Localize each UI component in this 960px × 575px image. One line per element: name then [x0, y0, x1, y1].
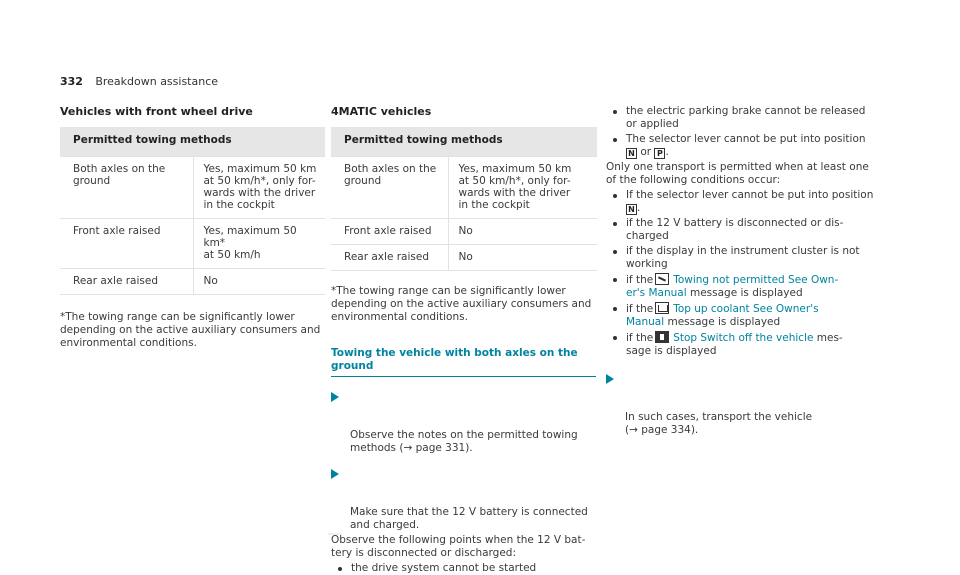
table-cell-condition: Front axle raised — [60, 219, 193, 269]
only-one-paragraph: Only one transport is permitted when at least one of the following conditions occur: — [606, 161, 869, 186]
list-item: if the Stop Switch off the vehicle mes- sage is displayed — [606, 331, 874, 358]
stop-vehicle-icon — [655, 331, 669, 343]
list-item: if the Towing not permitted See Own- er's Manual message is displayed — [606, 273, 874, 300]
towing-methods-table-4matic — [331, 127, 597, 271]
list-item: if the display in the instrument cluster is not working — [606, 245, 874, 271]
instruction-step — [331, 390, 597, 455]
subheading-towing-both-axles: Towing the vehicle with both axles on the ground — [331, 347, 596, 377]
table-cell-value: Yes, maximum 50 km at 50 km/h*, only for- wards with the driver in the cockpit — [193, 157, 325, 219]
gear-n-icon: N — [626, 204, 637, 215]
table-cell-condition: Both axles on the ground — [60, 157, 193, 219]
list-item: the electric parking brake cannot be released or applied — [606, 105, 874, 131]
section-heading-front-wheel-drive: Vehicles with front wheel drive — [60, 105, 253, 118]
table-cell-value: Yes, maximum 50 km at 50 km/h*, only for- wards with the driver in the cockpit — [448, 157, 597, 219]
step-text: Observe the notes on the permitted towing methods (→ page 331). — [350, 429, 578, 454]
page-number: 332 — [60, 75, 83, 88]
footnote: *The towing range can be significantly lower depending on the active auxiliary consumers and environmental conditions. — [60, 311, 321, 349]
column-4matic — [331, 105, 597, 575]
towing-icon — [655, 273, 669, 285]
observe-paragraph: Observe the following points when the 12 V bat- tery is disconnected or discharged: — [331, 534, 586, 559]
table-cell-value: No — [448, 245, 597, 271]
list-item: if the 12 V battery is disconnected or dis- charged — [606, 217, 874, 243]
page-title: Breakdown assistance — [95, 75, 219, 88]
table-row — [331, 219, 597, 245]
table-row — [331, 245, 597, 271]
table-cell-value: Yes, maximum 50 km* at 50 km/h — [193, 219, 325, 269]
column-conditions — [606, 103, 874, 437]
section-heading-4matic: 4MATIC vehicles — [331, 105, 432, 118]
coolant-icon — [655, 302, 669, 314]
instruction-step — [606, 372, 874, 437]
table-row — [60, 157, 325, 219]
message-stop: Stop Switch off the vehicle — [673, 332, 814, 344]
towing-methods-table-fwd — [60, 127, 325, 295]
table-row — [60, 269, 325, 295]
gear-n-icon: N — [626, 148, 637, 159]
table-cell-value: No — [193, 269, 325, 295]
bullet-list — [331, 562, 597, 575]
step-text: In such cases, transport the vehicle (→ page 334). — [625, 411, 813, 436]
step-text: Make sure that the 12 V battery is connected and charged. — [350, 506, 588, 531]
column-front-wheel-drive — [60, 105, 325, 350]
table-row — [331, 157, 597, 219]
message-coolant: Top up coolant See Owner's Manual — [626, 303, 819, 328]
gear-p-icon: P — [654, 148, 665, 159]
table-row — [60, 219, 325, 269]
conditions-list — [606, 189, 874, 358]
step-arrow-icon — [331, 392, 339, 402]
list-item: the drive system cannot be started — [331, 562, 597, 575]
list-item-selector-lever: The selector lever cannot be put into position N or P . — [606, 133, 874, 159]
step-arrow-icon — [606, 374, 614, 384]
list-item: If the selector lever cannot be put into position N . — [606, 189, 874, 215]
bullet-list — [606, 105, 874, 159]
page-header — [60, 75, 218, 89]
list-item: if the Top up coolant See Owner's Manual message is displayed — [606, 302, 874, 329]
table-cell-condition: Front axle raised — [331, 219, 448, 245]
table-cell-condition: Rear axle raised — [60, 269, 193, 295]
message-towing: Towing not permitted See Own- er's Manual — [626, 274, 839, 299]
instruction-step — [331, 467, 597, 532]
step-arrow-icon — [331, 469, 339, 479]
table-header: Permitted towing methods — [331, 127, 597, 157]
table-cell-condition: Rear axle raised — [331, 245, 448, 271]
table-header: Permitted towing methods — [60, 127, 325, 157]
table-cell-condition: Both axles on the ground — [331, 157, 448, 219]
footnote: *The towing range can be significantly lower depending on the active auxiliary consumers and environmental conditions. — [331, 285, 592, 323]
table-cell-value: No — [448, 219, 597, 245]
